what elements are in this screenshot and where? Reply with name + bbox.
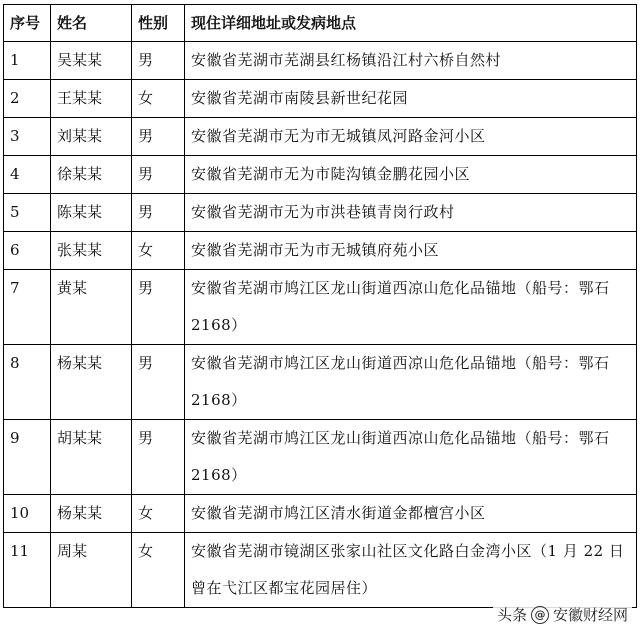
table-row: [4, 42, 637, 80]
cell-name: 周某: [51, 533, 132, 608]
table-row: [4, 495, 637, 533]
cell-gender: 女: [132, 80, 185, 118]
at-icon: @: [531, 606, 549, 624]
cell-name: 陈某某: [51, 194, 132, 232]
cell-name: 王某某: [51, 80, 132, 118]
cell-address: 安徽省芜湖市无为市洪巷镇青岗行政村: [185, 194, 637, 232]
header-address: 现住详细地址或发病地点: [185, 5, 637, 42]
cell-no: 3: [4, 118, 51, 156]
cell-name: 徐某某: [51, 156, 132, 194]
cell-no: 2: [4, 80, 51, 118]
cell-address: 安徽省芜湖市鸠江区龙山街道西凉山危化品锚地（船号：鄂石 2168）: [185, 345, 637, 420]
cell-name: 黄某: [51, 270, 132, 345]
cell-no: 10: [4, 495, 51, 533]
cell-gender: 男: [132, 156, 185, 194]
cell-no: 6: [4, 232, 51, 270]
cell-no: 4: [4, 156, 51, 194]
cell-no: 7: [4, 270, 51, 345]
cell-address: 安徽省芜湖市南陵县新世纪花园: [185, 80, 637, 118]
header-row: [4, 5, 637, 42]
cell-address: 安徽省芜湖市鸠江区龙山街道西凉山危化品锚地（船号：鄂石 2168）: [185, 420, 637, 495]
cell-name: 杨某某: [51, 495, 132, 533]
cell-gender: 男: [132, 194, 185, 232]
table-row: [4, 118, 637, 156]
cell-gender: 女: [132, 495, 185, 533]
table-row: [4, 420, 637, 495]
cell-address: 安徽省芜湖市无为市无城镇府苑小区: [185, 232, 637, 270]
cell-gender: 男: [132, 420, 185, 495]
table-row: [4, 232, 637, 270]
header-gender: 性别: [132, 5, 185, 42]
cell-name: 张某某: [51, 232, 132, 270]
cell-address: 安徽省芜湖市无为市无城镇凤河路金河小区: [185, 118, 637, 156]
watermark-platform: 头条: [496, 606, 527, 624]
cell-gender: 男: [132, 270, 185, 345]
table-row: [4, 345, 637, 420]
cell-gender: 男: [132, 42, 185, 80]
case-address-table: [3, 4, 637, 608]
cell-gender: 男: [132, 118, 185, 156]
cell-name: 杨某某: [51, 345, 132, 420]
watermark-account: 安徽财经网: [552, 606, 628, 624]
cell-name: 胡某某: [51, 420, 132, 495]
cell-gender: 男: [132, 345, 185, 420]
cell-no: 9: [4, 420, 51, 495]
table-row: [4, 194, 637, 232]
watermark: [493, 603, 632, 626]
cell-address: 安徽省芜湖市芜湖县红杨镇沿江村六桥自然村: [185, 42, 637, 80]
header-no: 序号: [4, 5, 51, 42]
cell-gender: 女: [132, 232, 185, 270]
cell-address: 安徽省芜湖市鸠江区龙山街道西凉山危化品锚地（船号：鄂石 2168）: [185, 270, 637, 345]
table-row: [4, 533, 637, 608]
cell-no: 11: [4, 533, 51, 608]
table-row: [4, 80, 637, 118]
cell-address: 安徽省芜湖市无为市陡沟镇金鹏花园小区: [185, 156, 637, 194]
cell-address: 安徽省芜湖市鸠江区清水街道金都檀宫小区: [185, 495, 637, 533]
cell-no: 5: [4, 194, 51, 232]
cell-name: 吴某某: [51, 42, 132, 80]
header-name: 姓名: [51, 5, 132, 42]
table-row: [4, 156, 637, 194]
cell-address: 安徽省芜湖市镜湖区张家山社区文化路白金湾小区（1 月 22 日曾在弋江区都宝花园居住）: [185, 533, 637, 608]
cell-no: 8: [4, 345, 51, 420]
cell-name: 刘某某: [51, 118, 132, 156]
table-row: [4, 270, 637, 345]
cell-gender: 女: [132, 533, 185, 608]
cell-no: 1: [4, 42, 51, 80]
